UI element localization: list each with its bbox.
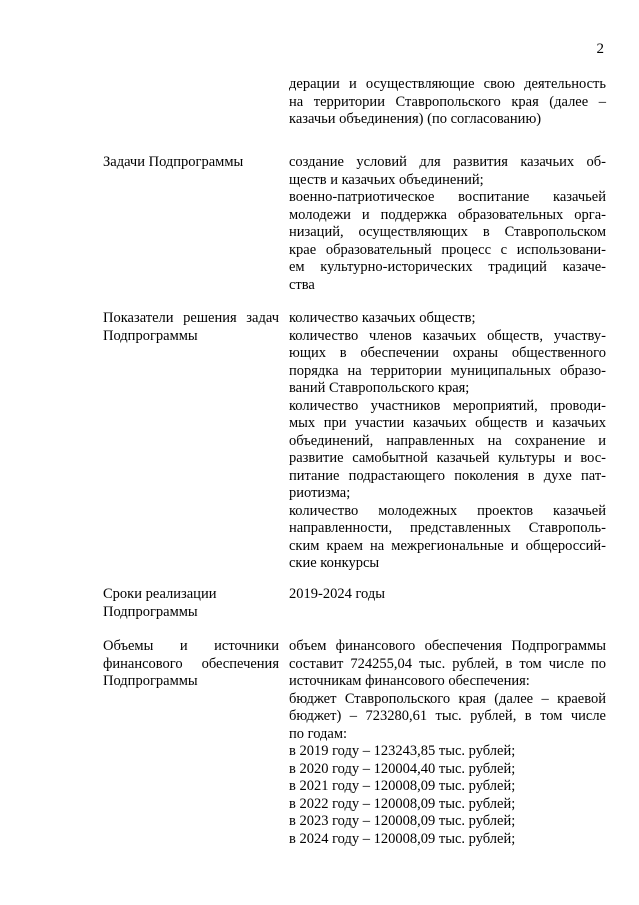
text-line: по годам: — [289, 725, 348, 742]
text-line: бюджет Ставропольского края (далее – краевой — [289, 690, 606, 707]
text-line: казачьи объединения) (по согласованию) — [289, 111, 542, 127]
section-label — [103, 154, 279, 172]
section-label — [103, 638, 279, 691]
text-line: создание условий для развития казачьих об- — [289, 154, 606, 170]
text-line: составит 724255,04 тыс. рублей, в том числе по — [289, 655, 606, 672]
text-line: ваний Ставропольского края; — [289, 380, 470, 396]
label-line: Показатели решения задач — [103, 310, 279, 326]
text-line: ществ и казачьих объединений; — [289, 171, 484, 188]
text-line: дерации и осуществляющие свою деятельность — [289, 76, 606, 92]
text-line: на территории Ставропольского края (далее – — [289, 93, 606, 110]
text-line: мых при участии казачьих обществ и казачьих — [289, 415, 606, 431]
text-line: объем финансового обеспечения Подпрограммы — [289, 638, 606, 654]
text-line: ства — [289, 276, 315, 293]
section-label — [103, 310, 279, 345]
text-line: риотизма; — [289, 485, 351, 501]
text-line: количество членов казачьих обществ, участву- — [289, 327, 606, 344]
label-line: Подпрограммы — [103, 673, 198, 689]
label-line: Подпрограммы — [103, 327, 198, 344]
text-line: в 2023 году – 120008,09 тыс. рублей; — [289, 813, 516, 829]
text-line: в 2021 году – 120008,09 тыс. рублей; — [289, 778, 516, 794]
section-value — [289, 310, 606, 573]
text-line: развитие самобытной казачьей культуры и вос- — [289, 450, 606, 466]
text-line: ем культурно-исторических традиций казаче- — [289, 259, 606, 275]
section-value — [289, 586, 606, 604]
text-line: ющих в обеспечении охраны общественного — [289, 345, 606, 361]
text-line: питание подрастающего поколения в духе пат- — [289, 467, 606, 484]
text-line: в 2022 году – 120008,09 тыс. рублей; — [289, 795, 516, 812]
text-line: военно-патриотическое воспитание казачьей — [289, 189, 606, 205]
text-line: направленности, представленных Ставрополь- — [289, 520, 606, 536]
text-line: порядка на территории муниципальных образо- — [289, 362, 606, 379]
text-line: в 2020 году – 120004,40 тыс. рублей; — [289, 760, 516, 777]
text-line: в 2019 году – 123243,85 тыс. рублей; — [289, 743, 516, 759]
section-value — [289, 154, 606, 294]
label-line: Объемы и источники — [103, 638, 279, 654]
label-line: Задачи Подпрограммы — [103, 154, 244, 170]
section-label — [103, 586, 279, 621]
text-line: крае образовательный процесс с использовани- — [289, 241, 606, 258]
text-line: ским краем на межрегиональные и общероссий- — [289, 537, 606, 554]
label-line: Сроки реализации — [103, 586, 217, 602]
label-line: финансового обеспечения — [103, 655, 279, 672]
text-line: низаций, осуществляющих в Ставропольском — [289, 224, 606, 240]
text-line: ские конкурсы — [289, 555, 380, 571]
text-line: молодежи и поддержка образовательных орга- — [289, 206, 606, 223]
text-line: в 2024 году – 120008,09 тыс. рублей; — [289, 830, 516, 847]
label-line: Подпрограммы — [103, 603, 198, 620]
text-line: объединений, направленных на сохранение и — [289, 432, 606, 449]
text-line: количество казачьих обществ; — [289, 310, 476, 326]
text-line: количество молодежных проектов казачьей — [289, 502, 606, 519]
intro-text — [289, 76, 606, 129]
text-line: источникам финансового обеспечения: — [289, 673, 530, 689]
section-value — [289, 638, 606, 848]
text-line: бюджет) – 723280,61 тыс. рублей, в том числе — [289, 708, 606, 724]
text-line: количество участников мероприятий, проводи- — [289, 397, 606, 414]
text-line: 2019-2024 годы — [289, 586, 385, 602]
page-number: 2 — [596, 41, 604, 57]
